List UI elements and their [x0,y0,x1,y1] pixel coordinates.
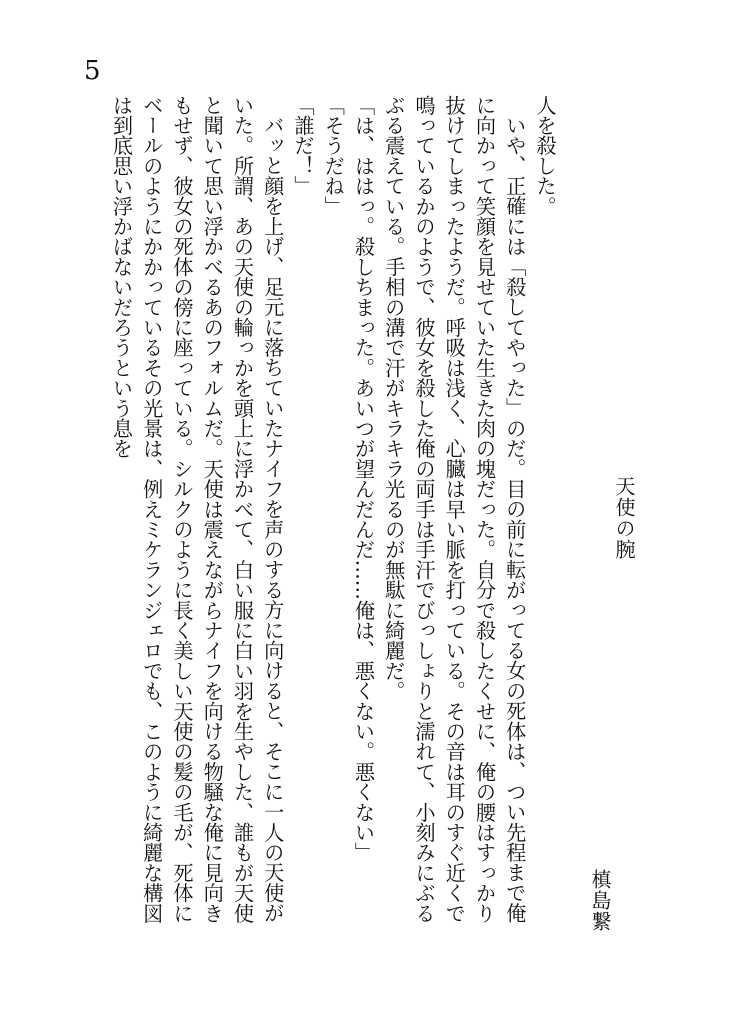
dialogue-line: 「誰だ！」 [291,95,315,196]
dialogue-line: 「は、ははっ。殺しちまった。あいつが望んだんだ……俺は、悪くない。悪くない」 [351,95,376,863]
paragraph: いや、正確には「殺してやった」のだ。目の前に転がってる女の死体は、つい先程まで俺に向かって笑顔を見せていた生きた肉の塊だった。自分で殺したくせに、俺の腰はすっかり抜けてしまったようだ。呼吸は浅く、心臓は早い脈を打っている。その音は耳のすぐ近くで鳴っているかのようで、彼女を殺した俺の両手は手汗でびっしょりと濡れて、小刻みにぶるぶる震えている。手相の溝で汗がキラキラ光るのが無駄に綺麗だ。 [381,95,527,924]
paragraph: 人を殺した。 [533,95,557,217]
story-body [76,95,560,930]
dialogue-line: 「そうだね」 [321,95,346,217]
author-name: 槙島繋 [588,869,612,932]
story-title: 天使の腕 [612,476,636,560]
page-number: 5 [84,56,101,86]
paragraph: バッと顔を上げ、足元に落ちていたナイフを声のする方に向けると、そこに一人の天使がいた。所謂、あの天使の輪っかを頭上に浮かべて、白い服に白い羽を生やした、誰もが天使と聞いて思い浮かべるあのフォルムだ。天使は震えながらナイフを向ける物騒な俺に見向きもせず、彼女の死体の傍に座っている。シルクのように長く美しい天使の髪の毛が、死体にベールのようにかかっているその光景は、例えミケランジェロでも、このように綺麗な構図は到底思い浮かばないだろうという息を [109,95,285,924]
